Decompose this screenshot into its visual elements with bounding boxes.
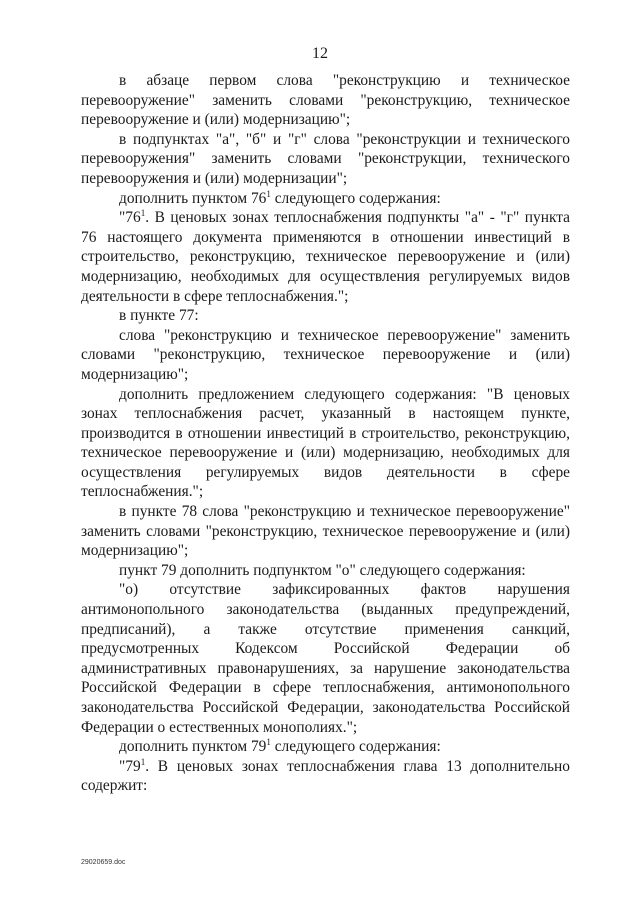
paragraph: дополнить пунктом $76^1$ следующего содержания:: [119, 188, 441, 207]
page-number: 12: [312, 45, 328, 62]
paragraph: пункт 79 дополнить подпунктом "о" следующего содержания:: [119, 561, 526, 579]
paragraph: в абзаце первом слова "реконструкцию и техническое перевооружение" заменить словами "реконструкцию, техническое перевооружение и (или) модернизацию";: [81, 72, 570, 129]
paragraph: в пункте 78 слова "реконструкцию и техническое перевооружение" заменить словами "реконструкцию, техническое перевооружение и (или) модернизацию";: [81, 503, 570, 560]
paragraph: "о) отсутствие зафиксированных фактов нарушения антимонопольного законодательства (выданных предупреждений, предписаний), а также отсутствие применения санкций, предусмотренных Кодексом Российской Федерации об административных правонарушениях, за нарушение законодательства Российской Федерации в сфере теплоснабжения, антимонопольного законодательства Российской Федерации, законодательства Российской Федерации о естественных монополиях.";: [81, 581, 570, 736]
paragraph: дополнить пунктом $79^1$ следующего содержания:: [119, 737, 441, 756]
paragraph: слова "реконструкцию и техническое перевооружение" заменить словами "реконструкцию, техническое перевооружение и (или) модернизацию";: [81, 326, 570, 383]
paragraph: "$79^1$. В ценовых зонах теплоснабжения глава 13 дополнительно содержит:: [81, 756, 570, 795]
paragraph: в подпунктах "а", "б" и "г" слова "реконструкции и технического перевооружения" заменить словами "реконструкции, технического перевооружения и (или) модернизации";: [81, 130, 570, 187]
paragraph: "$76^1$. В ценовых зонах теплоснабжения подпункты "а" - "г" пункта 76 настоящего документа применяются в отношении инвестиций в строительство, реконструкцию, техническое перевооружение и (или) модернизацию, необходимых для осуществления регулируемых видов деятельности в сфере теплоснабжения.";: [81, 208, 570, 305]
footer-filename: 29020659.doc: [81, 859, 126, 866]
document-body: [81, 71, 570, 796]
paragraph: дополнить предложением следующего содержания: "В ценовых зонах теплоснабжения расчет, указанный в настоящем пункте, производится в отношении инвестиций в строительство, реконструкцию, техническое перевооружение и (или) модернизацию, необходимых для осуществления регулируемых видов деятельности в сфере теплоснабжения.";: [81, 385, 570, 501]
paragraph: в пункте 77:: [119, 307, 199, 325]
